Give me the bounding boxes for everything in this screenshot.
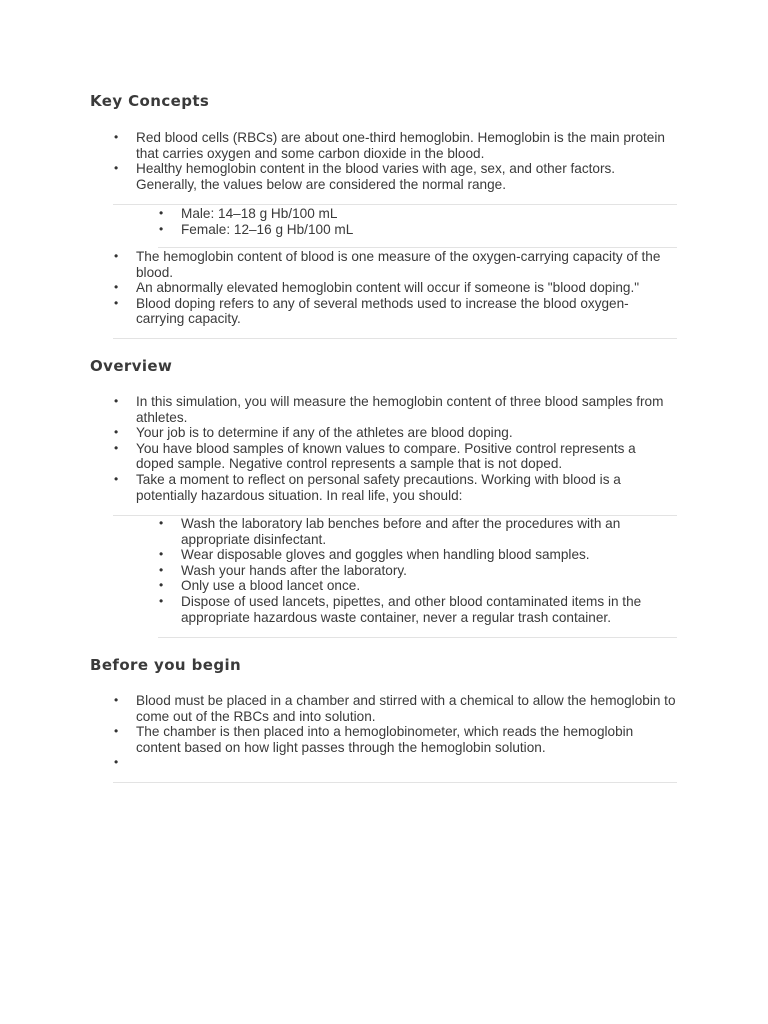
key-concepts-list-a bbox=[136, 130, 676, 192]
before-you-begin-list bbox=[136, 693, 676, 771]
list-item: • Dispose of used lancets, pipettes, and other blood contaminated items in the appropriate hazardous waste container, never a regular trash container. bbox=[181, 594, 676, 625]
list-item: • Wear disposable gloves and goggles when handling blood samples. bbox=[181, 547, 676, 563]
list-item: • Your job is to determine if any of the athletes are blood doping. bbox=[136, 425, 676, 441]
heading-before-you-begin: Before you begin bbox=[90, 656, 242, 674]
list-item: • Blood doping refers to any of several methods used to increase the blood oxygen-carrying capacity. bbox=[136, 296, 676, 327]
divider bbox=[158, 637, 677, 638]
list-item: • Red blood cells (RBCs) are about one-third hemoglobin. Hemoglobin is the main protein that carries oxygen and some carbon dioxide in the blood. bbox=[136, 130, 676, 161]
safety-precautions-list bbox=[181, 516, 676, 625]
list-item: • Blood must be placed in a chamber and stirred with a chemical to allow the hemoglobin to come out of the RBCs and into solution. bbox=[136, 693, 676, 724]
list-item: • Only use a blood lancet once. bbox=[181, 578, 676, 594]
list-item: • Female: 12–16 g Hb/100 mL bbox=[181, 222, 676, 238]
heading-overview: Overview bbox=[90, 357, 173, 375]
list-item: • Male: 14–18 g Hb/100 mL bbox=[181, 206, 676, 222]
list-item: • Healthy hemoglobin content in the blood varies with age, sex, and other factors. Generally, the values below are considered the normal range. bbox=[136, 161, 676, 192]
key-concepts-list-b bbox=[136, 249, 676, 327]
list-item: • An abnormally elevated hemoglobin content will occur if someone is "blood doping." bbox=[136, 280, 676, 296]
list-item: • In this simulation, you will measure the hemoglobin content of three blood samples from athletes. bbox=[136, 394, 676, 425]
divider bbox=[113, 782, 677, 783]
divider bbox=[158, 247, 677, 248]
list-item: • The chamber is then placed into a hemoglobinometer, which reads the hemoglobin content based on how light passes through the hemoglobin solution. bbox=[136, 724, 676, 755]
heading-key-concepts: Key Concepts bbox=[90, 92, 210, 110]
overview-list bbox=[136, 394, 676, 503]
divider bbox=[113, 204, 677, 205]
list-item: • You have blood samples of known values to compare. Positive control represents a doped sample. Negative control represents a sample that is not doped. bbox=[136, 441, 676, 472]
normal-range-list bbox=[181, 206, 676, 237]
list-item: • Wash the laboratory lab benches before and after the procedures with an appropriate disinfectant. bbox=[181, 516, 676, 547]
list-item: • Take a moment to reflect on personal safety precautions. Working with blood is a potentially hazardous situation. In real life, you should: bbox=[136, 472, 676, 503]
list-item: • The hemoglobin content of blood is one measure of the oxygen-carrying capacity of the blood. bbox=[136, 249, 676, 280]
divider bbox=[113, 338, 677, 339]
list-item bbox=[136, 755, 676, 771]
list-item: • Wash your hands after the laboratory. bbox=[181, 563, 676, 579]
